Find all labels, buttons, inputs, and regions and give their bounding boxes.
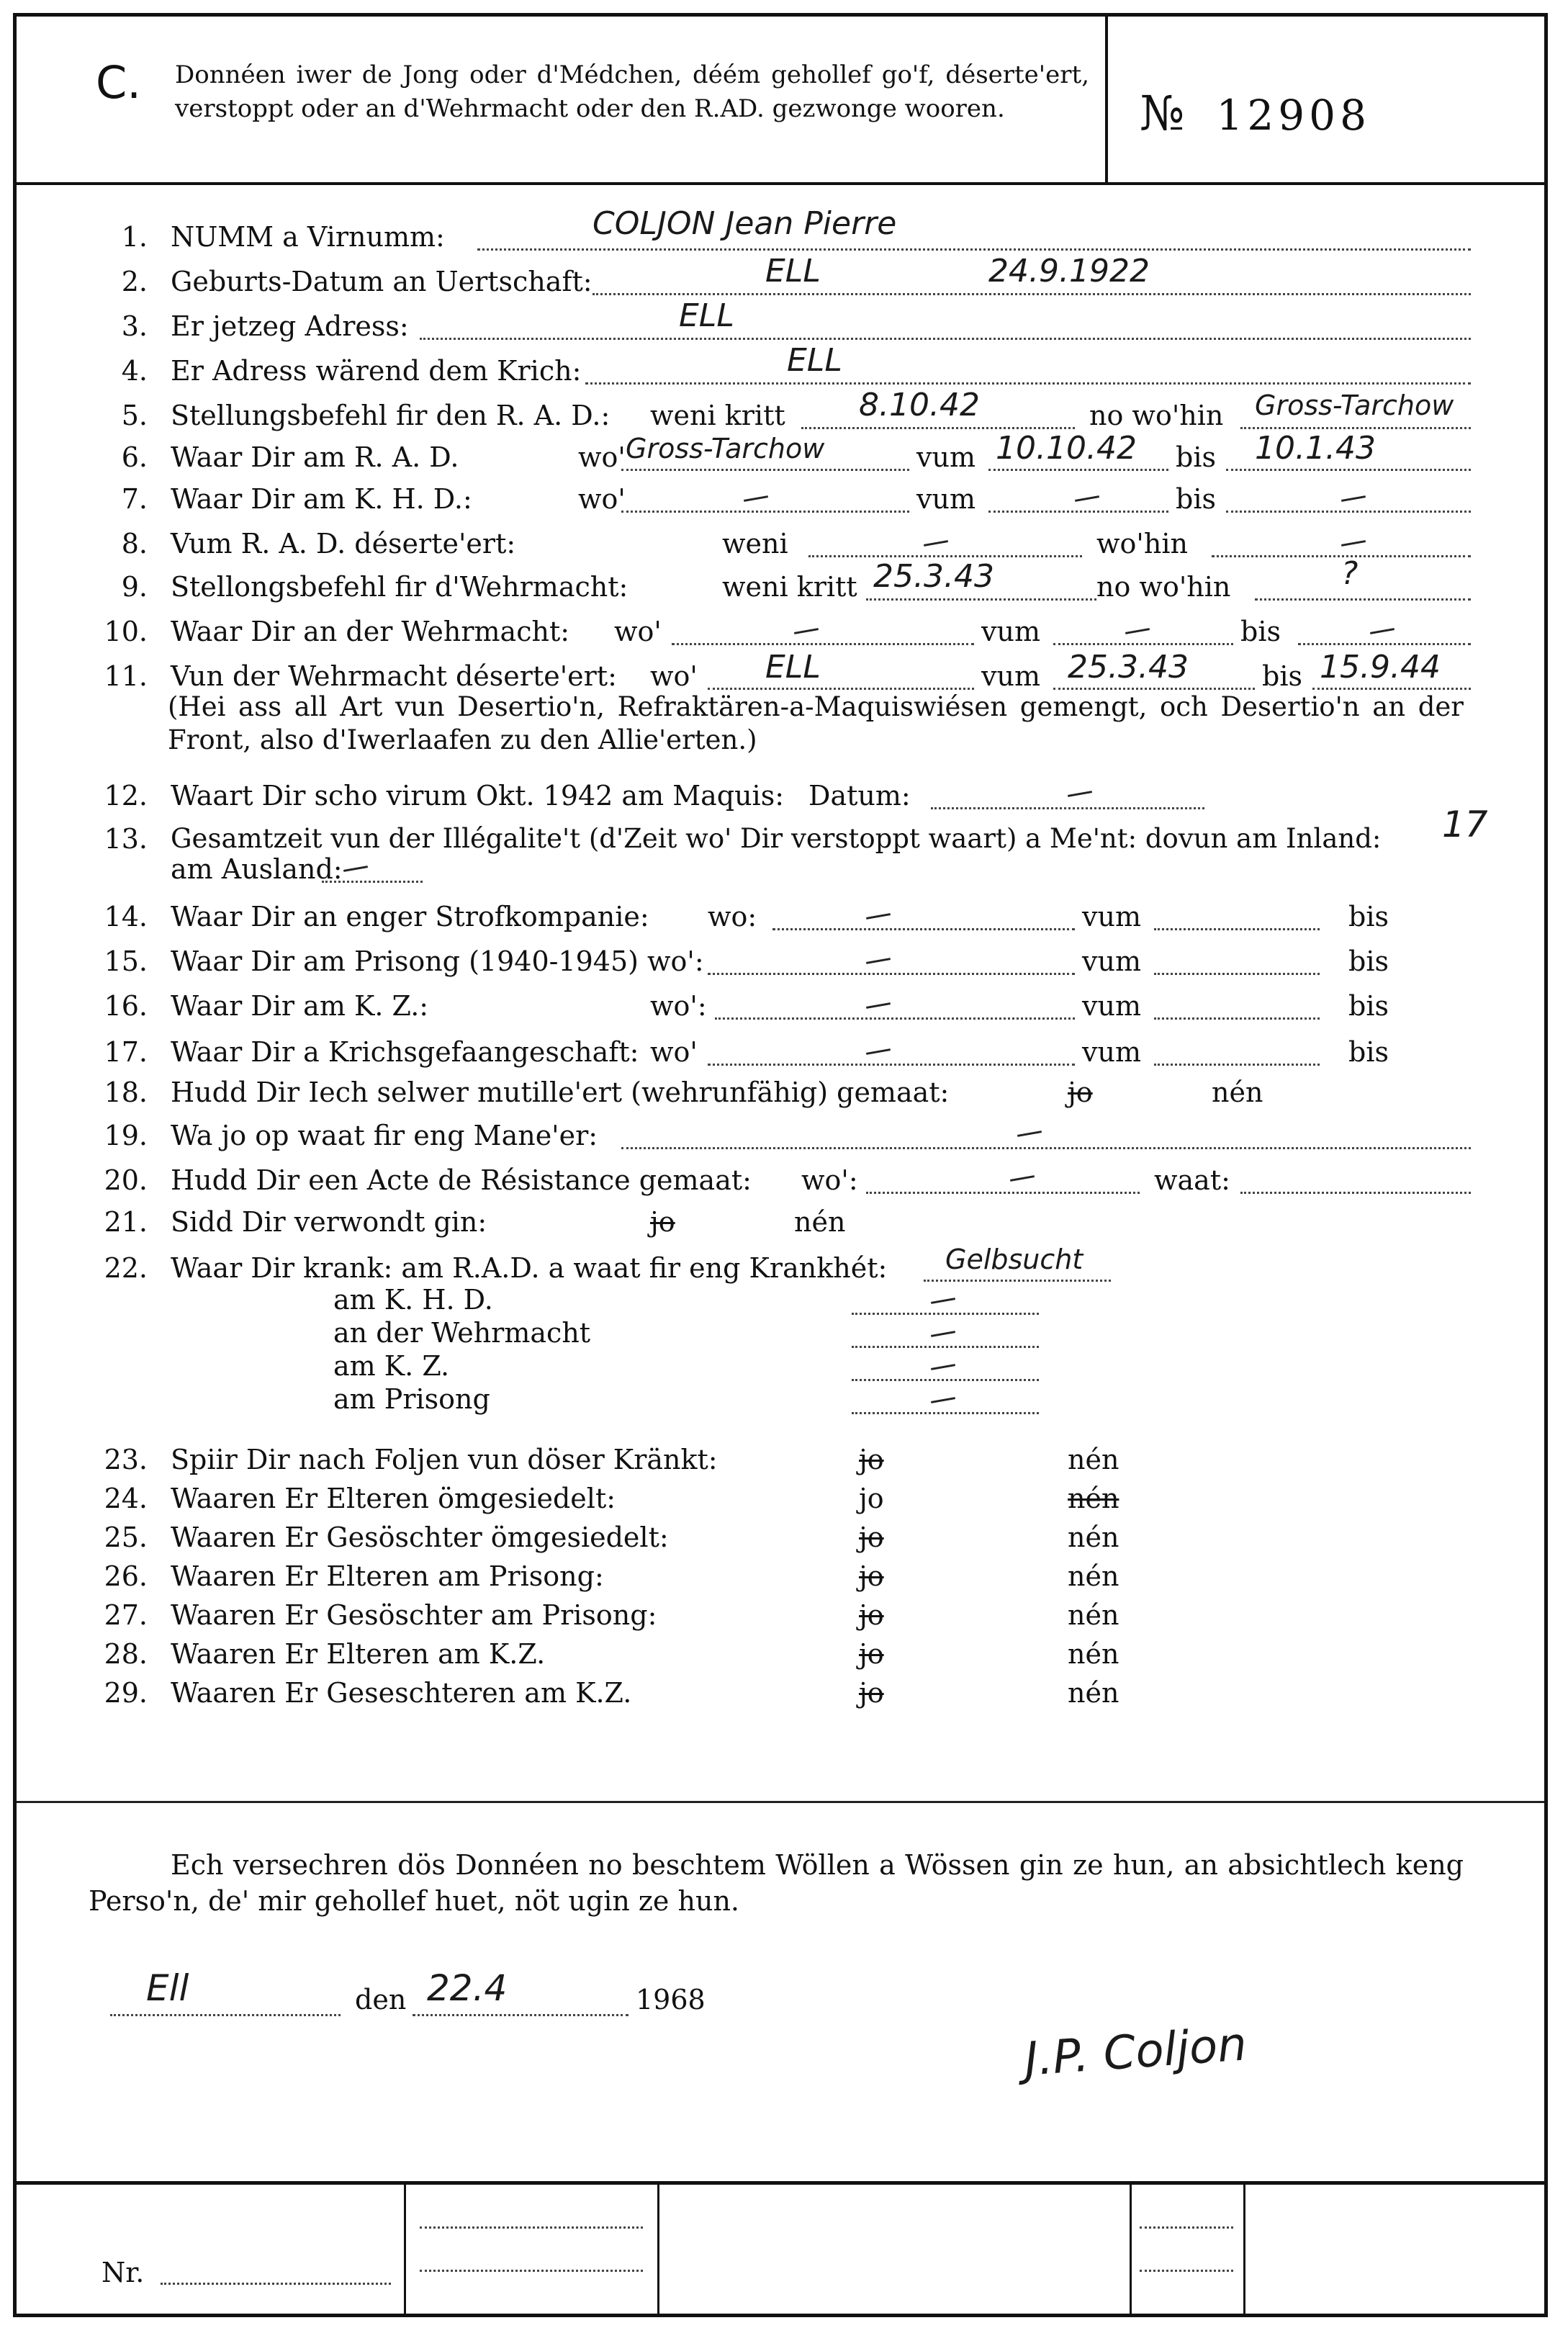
wo-label: wo': (650, 990, 707, 1022)
rad-until: 10.1.43 (1255, 430, 1376, 467)
fill-line (1312, 688, 1471, 690)
fill-line (1298, 643, 1471, 645)
intro-text: Donnéen iwer de Jong oder d'Médchen, déém gehollef go'f, déserte'ert, verstoppt oder an d'Wehrmacht oder den R.AD. gezwonge wooren. (175, 60, 1089, 123)
illness-kz-label: am K. Z. (333, 1350, 450, 1382)
row-number: 28. (104, 1638, 148, 1670)
row-number: 21. (104, 1206, 148, 1238)
wo-label: wo: (708, 901, 757, 932)
fill-line (1240, 427, 1471, 429)
row-label: Stellongsbefehl fir d'Wehrmacht: (171, 571, 628, 603)
birth-place-value: ELL (765, 253, 821, 289)
row-label: Waar Dir an der Wehrmacht: (171, 616, 570, 647)
jo-option: jo (859, 1599, 884, 1631)
dash-mark (866, 958, 891, 964)
table-divider (404, 2185, 406, 2317)
row-label: Waar Dir am Prisong (1940-1945) (171, 945, 639, 977)
illness-value: Gelbsucht (945, 1244, 1083, 1275)
fill-line (866, 598, 1096, 601)
section-letter: C. (96, 56, 141, 109)
row-number: 15. (104, 945, 148, 977)
illness-prisong-label: am Prisong (333, 1383, 490, 1415)
weni-label: weni kritt (722, 571, 857, 603)
year-label: 1968 (636, 1984, 706, 2015)
fill-line (1154, 1017, 1320, 1020)
bis-label: bis (1348, 901, 1389, 932)
army-order-date: 25.3.43 (873, 558, 994, 595)
weni-label: weni (722, 528, 788, 559)
row-number: 1. (121, 221, 148, 253)
fill-line (852, 1379, 1039, 1381)
fill-line (931, 807, 1204, 809)
fill-line (672, 643, 974, 645)
fill-line (866, 1192, 1140, 1194)
row-label: Spiir Dir nach Foljen vun döser Kränkt: (171, 1444, 718, 1475)
illness-wehrmacht-label: an der Wehrmacht (333, 1317, 591, 1349)
fill-line (585, 382, 1471, 385)
dash-mark (866, 913, 891, 920)
dash-mark (1068, 791, 1092, 797)
row-label: Vum R. A. D. déserte'ert: (171, 528, 516, 559)
row-number: 7. (121, 483, 148, 515)
vum-label: vum (1082, 901, 1141, 932)
row-label: Gesamtzeit vun der Illégalite't (d'Zeit wo' Dir verstoppt waart) a Me'nt: dovun am Inland: (171, 823, 1382, 854)
table-divider (657, 2185, 659, 2317)
row-label: Waaren Er Elteren ömgesiedelt: (171, 1483, 616, 1514)
nen-option: nén (1068, 1677, 1119, 1709)
row-label: Waaren Er Elteren am K.Z. (171, 1638, 546, 1670)
row-number: 23. (104, 1444, 148, 1475)
number-value: 12908 (1216, 91, 1371, 140)
fill-line (708, 973, 1075, 975)
jo-option: jo (1068, 1077, 1093, 1108)
fill-line (715, 1017, 1075, 1020)
weni-label: weni kritt (650, 400, 785, 431)
fill-line (852, 1346, 1039, 1348)
declaration-text: Ech versechren dös Donnéen no beschtem Wöllen a Wössen gin ze hun, an absichtlech keng Perso'n, de' mir gehollef huet, nöt ugin ze hun. (89, 1849, 1464, 1917)
den-label: den (355, 1984, 407, 2015)
wo-label: wo': (647, 945, 704, 977)
bis-label: bis (1176, 441, 1216, 473)
row-label: Waar Dir am R. A. D. (171, 441, 459, 473)
row-label: Hudd Dir Iech selwer mutille'ert (wehrunfähig) gemaat: (171, 1077, 950, 1108)
fill-line (852, 1313, 1039, 1315)
fill-line (621, 511, 909, 513)
fill-line (1140, 2270, 1233, 2272)
jo-option: jo (859, 1638, 884, 1670)
nr-label: Nr. (102, 2257, 145, 2288)
fill-line (1255, 598, 1471, 601)
wohin-label: wo'hin (1096, 528, 1188, 559)
wo-label: wo' (614, 616, 662, 647)
jo-option: jo (859, 1522, 884, 1553)
fill-line (924, 1280, 1111, 1282)
name-value: COLJON Jean Pierre (592, 205, 897, 242)
fill-line (1053, 643, 1233, 645)
row-number: 16. (104, 990, 148, 1022)
fill-line (808, 555, 1082, 557)
nen-option: nén (1212, 1077, 1263, 1108)
fill-line (621, 1147, 1471, 1149)
dash-mark (931, 1364, 955, 1370)
dash-mark (866, 1002, 891, 1009)
dash-mark (1125, 628, 1150, 634)
jo-option: jo (859, 1677, 884, 1709)
fill-line (322, 881, 423, 883)
signature: J.P. Coljon (1022, 2018, 1249, 2087)
row-number: 13. (104, 823, 148, 855)
fill-line (1240, 1192, 1471, 1194)
bis-label: bis (1240, 616, 1281, 647)
row-label: Er Adress wärend dem Krich: (171, 355, 582, 387)
row-number: 22. (104, 1252, 148, 1284)
wo-label: wo': (801, 1164, 858, 1196)
jo-option: jo (859, 1444, 884, 1475)
wo-label: wo' (650, 1036, 698, 1068)
row-number: 24. (104, 1483, 148, 1514)
row-number: 3. (121, 310, 148, 342)
army-destination: ? (1341, 555, 1359, 592)
dash-mark (1017, 1131, 1042, 1137)
row-label: Waar Dir am K. Z.: (171, 990, 429, 1022)
sign-date: 22.4 (427, 1967, 508, 2009)
fill-line (1226, 469, 1471, 471)
fill-line (413, 2014, 628, 2016)
row-label: Er jetzeg Adress: (171, 310, 409, 342)
row-label: Waar Dir krank: am R.A.D. a waat fir eng Krankhét: (171, 1252, 888, 1284)
row-number: 26. (104, 1560, 148, 1592)
row-number: 11. (104, 660, 148, 692)
fill-line (420, 2270, 643, 2272)
fill-line (988, 469, 1168, 471)
row-number: 20. (104, 1164, 148, 1196)
fill-line (1140, 2226, 1233, 2229)
fill-line (161, 2283, 391, 2285)
dash-mark (924, 540, 948, 547)
bottom-table (17, 2181, 1544, 2317)
row-label: Waart Dir scho virum Okt. 1942 am Maquis: (171, 780, 785, 812)
fill-line (772, 928, 1075, 930)
fill-line (988, 511, 1168, 513)
vum-label: vum (1082, 990, 1141, 1022)
desertion-until: 15.9.44 (1320, 649, 1441, 686)
bis-label: bis (1176, 483, 1216, 515)
nen-option: nén (1068, 1599, 1119, 1631)
row-label: Geburts-Datum an Uertschaft: (171, 266, 592, 297)
rad-from: 10.10.42 (996, 430, 1137, 467)
row-number: 10. (104, 616, 148, 647)
rad-order-date: 8.10.42 (859, 387, 980, 423)
bis-label: bis (1348, 990, 1389, 1022)
number-symbol: № (1140, 86, 1189, 141)
row-11-note: (Hei ass all Art vun Desertio'n, Refraktären-a-Maquiswiésen gemengt, och Desertio'n an der Front, also d'Iwerlaafen zu den Allie'erten.) (168, 691, 1464, 755)
nowohin-label: no wo'hin (1096, 571, 1231, 603)
section-divider (17, 1801, 1544, 1803)
address-value: ELL (679, 297, 734, 334)
row-label: Sidd Dir verwondt gin: (171, 1206, 487, 1238)
fill-line (801, 427, 1075, 429)
fill-line (1154, 1064, 1320, 1066)
dash-mark (931, 1397, 955, 1403)
fill-line (1226, 511, 1471, 513)
row-number: 17. (104, 1036, 148, 1068)
illness-khd-label: am K. H. D. (333, 1284, 493, 1316)
rad-place: Gross-Tarchow (626, 433, 825, 464)
illegality-months: 17 (1442, 804, 1488, 845)
nowohin-label: no wo'hin (1089, 400, 1224, 431)
dash-mark (744, 495, 768, 502)
fill-line (1053, 688, 1255, 690)
vum-label: vum (981, 660, 1040, 692)
nen-option: nén (1068, 1483, 1119, 1514)
row-number: 5. (121, 400, 148, 431)
ausland-label: am Ausland: (171, 853, 343, 885)
wo-label: wo' (650, 660, 698, 692)
row-label: Hudd Dir een Acte de Résistance gemaat: (171, 1164, 752, 1196)
header-divider (17, 182, 1544, 185)
wo-label: wo' (578, 441, 626, 473)
row-label: Waaren Er Elteren am Prisong: (171, 1560, 604, 1592)
dash-mark (931, 1298, 955, 1304)
war-address-value: ELL (787, 342, 842, 379)
row-number: 14. (104, 901, 148, 932)
table-divider (1243, 2185, 1245, 2317)
row-label: Waaren Er Gesöschter am Prisong: (171, 1599, 657, 1631)
row-label: Waar Dir an enger Strofkompanie: (171, 901, 649, 932)
nen-option: nén (1068, 1522, 1119, 1553)
form-number (1140, 86, 1371, 141)
jo-option: jo (859, 1560, 884, 1592)
row-label: NUMM a Virnumm: (171, 221, 445, 253)
table-divider (1130, 2185, 1132, 2317)
dash-mark (1341, 540, 1366, 547)
bis-label: bis (1348, 1036, 1389, 1068)
row-number: 18. (104, 1077, 148, 1108)
jo-option: jo (859, 1483, 884, 1514)
dash-mark (1010, 1175, 1035, 1182)
row-number: 25. (104, 1522, 148, 1553)
row-number: 29. (104, 1677, 148, 1709)
fill-line (110, 2014, 341, 2016)
sign-place: Ell (146, 1967, 189, 2009)
fill-line (1154, 973, 1320, 975)
row-number: 12. (104, 780, 148, 812)
dash-mark (343, 866, 368, 872)
row-number: 27. (104, 1599, 148, 1631)
row-label: Wa jo op waat fir eng Mane'er: (171, 1120, 598, 1151)
fill-line (708, 1064, 1075, 1066)
birth-date-value: 24.9.1922 (988, 253, 1150, 289)
jo-option: jo (650, 1206, 675, 1238)
bis-label: bis (1348, 945, 1389, 977)
vum-label: vum (916, 483, 976, 515)
row-number: 4. (121, 355, 148, 387)
nen-option: nén (794, 1206, 846, 1238)
vum-label: vum (916, 441, 976, 473)
desertion-from: 25.3.43 (1068, 649, 1189, 686)
row-number: 6. (121, 441, 148, 473)
nen-option: nén (1068, 1560, 1119, 1592)
fill-line (420, 338, 1471, 340)
nen-option: nén (1068, 1638, 1119, 1670)
fill-line (708, 688, 974, 690)
fill-line (852, 1412, 1039, 1414)
vum-label: vum (981, 616, 1040, 647)
desertion-place: ELL (765, 649, 821, 686)
row-label: Waar Dir am K. H. D.: (171, 483, 472, 515)
dash-mark (931, 1331, 955, 1337)
row-number: 9. (121, 571, 148, 603)
waat-label: waat: (1154, 1164, 1230, 1196)
dash-mark (1075, 495, 1099, 502)
fill-line (621, 469, 909, 471)
vum-label: vum (1082, 945, 1141, 977)
dash-mark (1370, 628, 1394, 634)
row-label: Waar Dir a Krichsgefaangeschaft: (171, 1036, 639, 1068)
row-number: 2. (121, 266, 148, 297)
vum-label: vum (1082, 1036, 1141, 1068)
row-label: Waaren Er Geseschteren am K.Z. (171, 1677, 632, 1709)
row-number: 19. (104, 1120, 148, 1151)
dash-mark (1341, 495, 1366, 502)
rad-destination: Gross-Tarchow (1255, 390, 1454, 421)
dash-mark (866, 1048, 891, 1055)
fill-line (420, 2226, 643, 2229)
nen-option: nén (1068, 1444, 1119, 1475)
wo-label: wo' (578, 483, 626, 515)
fill-line (1154, 928, 1320, 930)
dash-mark (794, 628, 819, 634)
bis-label: bis (1262, 660, 1302, 692)
form-frame (13, 13, 1548, 2317)
row-label: Stellungsbefehl fir den R. A. D.: (171, 400, 610, 431)
row-number: 8. (121, 528, 148, 559)
fill-line (592, 293, 1471, 295)
header-box (17, 17, 1108, 182)
fill-line (477, 248, 1471, 251)
row-label: Vun der Wehrmacht déserte'ert: (171, 660, 617, 692)
datum-label: Datum: (808, 780, 911, 812)
row-label: Waaren Er Gesöschter ömgesiedelt: (171, 1522, 669, 1553)
